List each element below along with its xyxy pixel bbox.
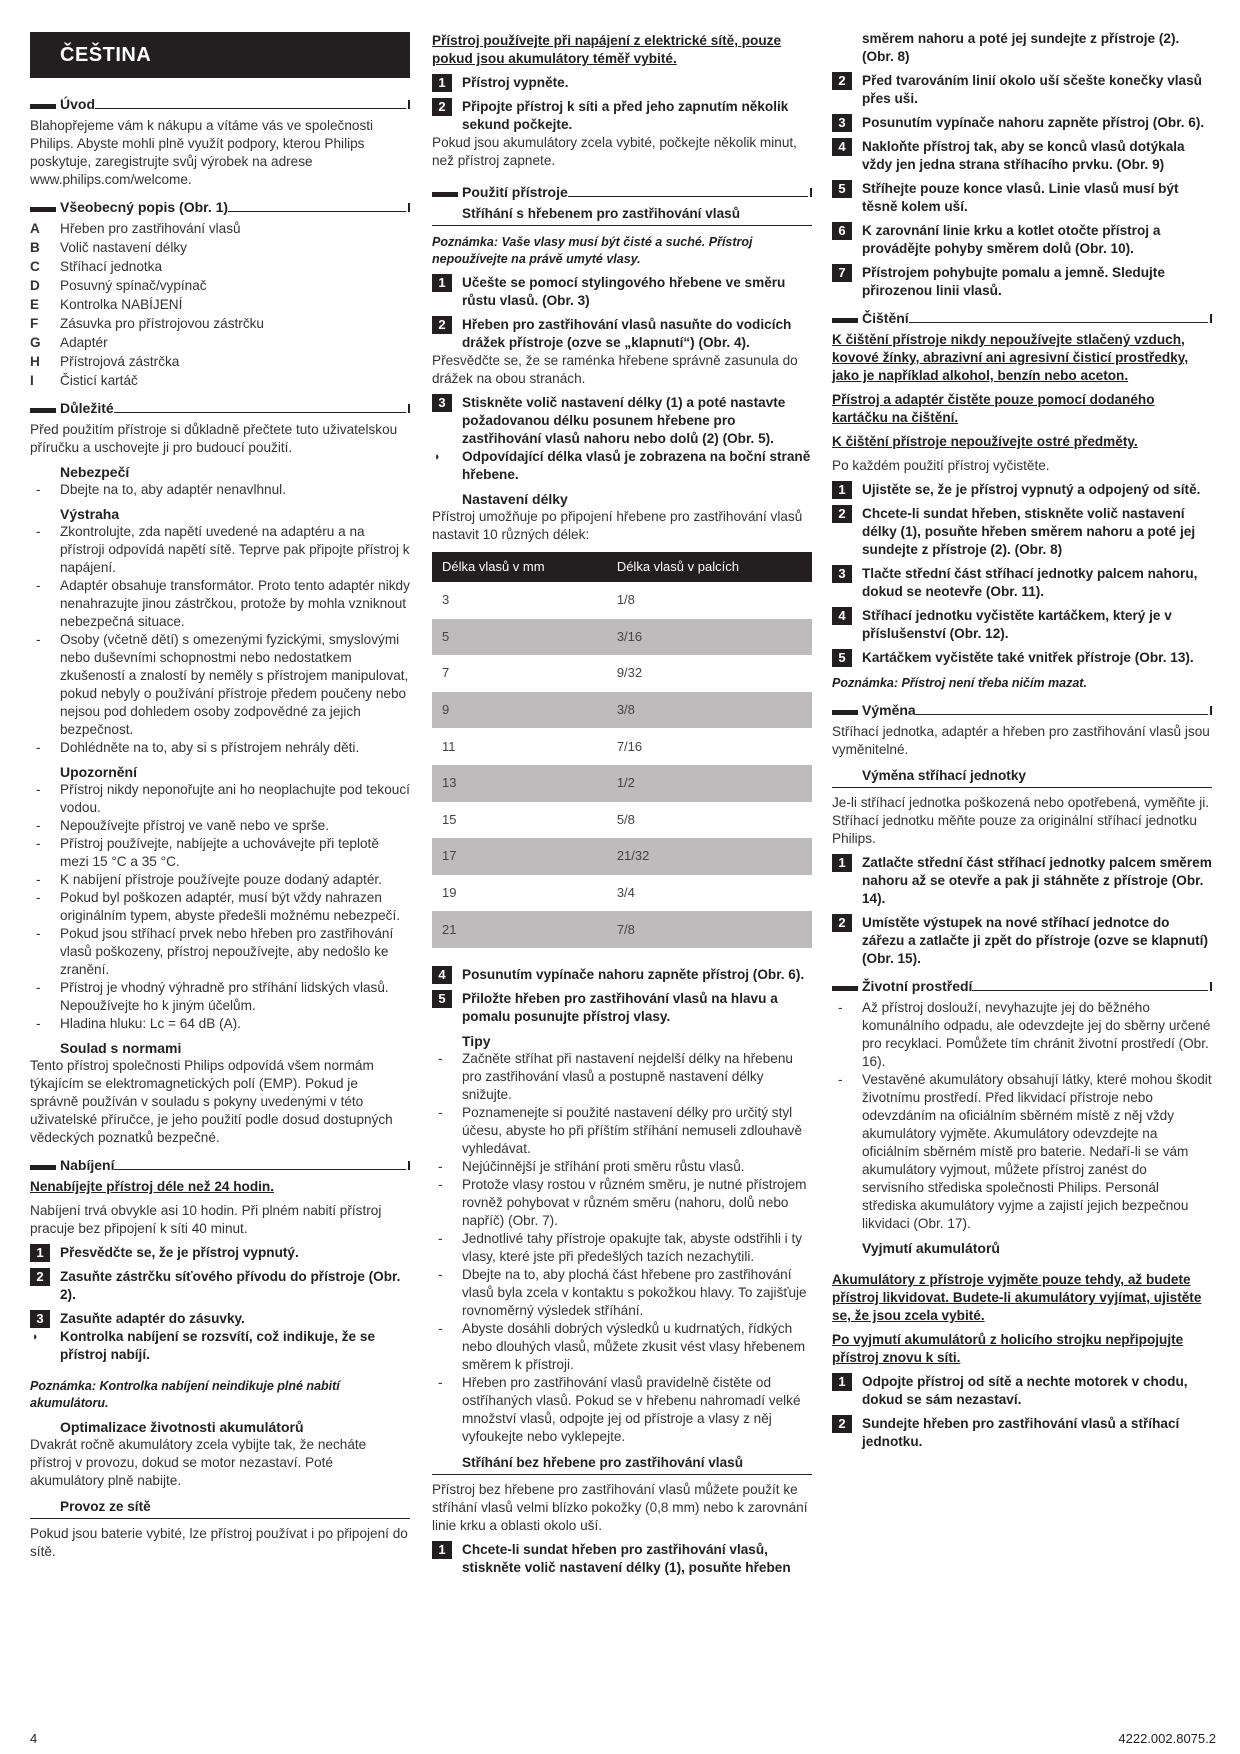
list-item: - Pokud jsou stříhací prvek nebo hřeben pro zastřihování vlasů poškozeny, přístroj nepoužívejte, aby nedošlo ke zranění.	[30, 925, 410, 979]
step: 1 Učešte se pomocí stylingového hřebene ve směru růstu vlasů. (Obr. 3)	[432, 274, 812, 310]
length-table	[432, 552, 812, 948]
cleaning-warning: Přístroj a adaptér čistěte pouze pomocí dodaného kartáčku na čištění.	[832, 392, 1155, 425]
table-row: 11 7/16	[442, 738, 643, 754]
step: 5 Přiložte hřeben pro zastřihování vlasů na hlavu a pomalu posunujte přístroj vlasy.	[432, 990, 812, 1026]
list-item: - Nejúčinnější je stříhání proti směru růstu vlasů.	[432, 1158, 812, 1176]
mains-text: Pokud jsou akumulátory zcela vybité, počkejte několik minut, než přístroj zapnete.	[432, 135, 797, 168]
cleaning-note: Poznámka: Přístroj není třeba ničím mazat.	[832, 676, 1087, 690]
comb-text: Přesvědčte se, že se raménka hřebene správně zasunula do drážek na obou stranách.	[432, 353, 798, 386]
section-heading-intro: Úvod	[30, 96, 410, 112]
list-item: - Dbejte na to, aby plochá část hřebene pro zastřihování vlasů byla zcela v kontaktu s pokožkou hlavy. To zajišťuje rovnoměrný výsledek stříhání.	[432, 1266, 812, 1320]
battery-warning: Akumulátory z přístroje vyjměte pouze tehdy, až budete přístroj likvidovat. Budete-li akumulátory vyjímat, ujistěte se, že jsou zcela vybité.	[832, 1272, 1202, 1323]
compliance-text: Tento přístroj společnosti Philips odpovídá všem normám týkajícím se elektromagnetických polí (EMP). Pokud je správně používán v souladu s pokyny uvedenými v této uživatelské příručce, je jeho použití podle dosud dostupných vědeckých poznatků bezpečné.	[30, 1058, 393, 1145]
list-item: - Nepoužívejte přístroj ve vaně nebo ve sprše.	[30, 817, 410, 835]
step: 4 Posunutím vypínače nahoru zapněte přístroj (Obr. 6).	[432, 966, 812, 984]
table-row: 13 1/2	[432, 765, 812, 802]
warning-heading: Výstraha	[60, 506, 120, 522]
column-2	[432, 32, 812, 1577]
list-item: - Přístroj používejte, nabíjejte a uchovávejte při teplotě mezi 15 °C a 35 °C.	[30, 835, 410, 871]
mains-heading: Provoz ze sítě	[30, 1498, 410, 1519]
step: 2 Připojte přístroj k síti a před jeho zapnutím několik sekund počkejte.	[432, 98, 812, 134]
column-header-inches: Délka vlasů v palcích	[607, 552, 812, 582]
cleaning-text: Po každém použití přístroj vyčistěte.	[832, 458, 1050, 473]
comb-subheading: Stříhání s hřebenem pro zastřihování vlasů	[432, 205, 812, 226]
step: 3 Tlačte střední část stříhací jednotky palcem nahoru, dokud se neotevře (Obr. 11).	[832, 565, 1212, 601]
replacement-text: Je-li stříhací jednotka poškozená nebo opotřebená, vyměňte ji. Stříhací jednotku měňte pouze za originální stříhací jednotku Philips.	[832, 795, 1210, 846]
charging-note: Poznámka: Kontrolka nabíjení neindikuje plné nabití akumulátoru.	[30, 1379, 340, 1410]
list-item: - Osoby (včetně dětí) s omezenými fyzickými, smyslovými nebo duševními schopnostmi nebo nedostatkem zkušeností a znalostí by neměly s přístrojem manipulovat, pokud nebyly o používání přístroje předem poučeny nebo nejsou pod dohledem osoby zodpovědné za jejich bezpečnost.	[30, 631, 410, 739]
list-item: - Pokud byl poškozen adaptér, musí být vždy nahrazen originálním typem, abyste předešli možnému nebezpečí.	[30, 889, 410, 925]
battery-heading: Vyjmutí akumulátorů	[862, 1240, 1000, 1256]
table-row: 5 3/16	[432, 619, 812, 656]
list-item: - Začněte stříhat při nastavení nejdelší délky na hřebenu pro zastřihování vlasů a postupně nastavení délky snižujte.	[432, 1050, 812, 1104]
step: 2 Před tvarováním linií okolo uší sčešte konečky vlasů přes uši.	[832, 72, 1212, 108]
table-row: 9 3/8	[432, 692, 812, 729]
no-comb-text: Přístroj bez hřebene pro zastřihování vlasů můžete použít ke stříhání vlasů velmi blízko pokožky (0,8 mm) nebo k zarovnání linie krku a oblasti okolo uší.	[432, 1481, 808, 1533]
tips-heading: Tipy	[462, 1032, 491, 1049]
hair-note: Poznámka: Vaše vlasy musí být čisté a suché. Přístroj nepoužívejte na právě umyté vlasy.	[432, 235, 753, 266]
section-heading-general: Všeobecný popis (Obr. 1)	[30, 199, 410, 215]
page-number: 4	[30, 1731, 38, 1746]
step: 2 Chcete-li sundat hřeben, stiskněte volič nastavení délky (1), posuňte hřeben směrem nahoru a poté jej sundejte z přístroje (2). (Obr. 8)	[832, 505, 1212, 559]
step: 2 Sundejte hřeben pro zastřihování vlasů a stříhací jednotku.	[832, 1415, 1212, 1451]
cleaning-warning: K čištění přístroje nepoužívejte ostré předměty.	[832, 434, 1138, 449]
step: 4 Nakloňte přístroj tak, aby se konců vlasů dotýkala vždy jen jedna strana stříhacího prvku. (Obr. 9)	[832, 138, 1212, 174]
step-result: ◗ Odpovídající délka vlasů je zobrazena na boční straně hřebene.	[434, 449, 811, 482]
step: 3 Stiskněte volič nastavení délky (1) a poté nastavte požadovanou délku posunem hřebene pro zastřihování vlasů nahoru nebo dolů (2) (Obr. 5).	[432, 394, 812, 448]
intro-text: Blahopřejeme vám k nákupu a vítáme vás ve společnosti Philips. Abyste mohli plně využít podpory, kterou Philips poskytuje, zaregistrujte svůj výrobek na adrese www.philips.com/welcome.	[30, 118, 374, 187]
cleaning-warning: K čištění přístroje nikdy nepoužívejte stlačený vzduch, kovové žínky, abrazivní ani agresivní čisticí prostředky, jako je například alkohol, benzín nebo aceton.	[832, 332, 1189, 383]
mains-text: Pokud jsou baterie vybité, lze přístroj používat i po připojení do sítě.	[30, 1526, 408, 1559]
optimize-text: Dvakrát ročně akumulátory zcela vybijte tak, že necháte přístroj v provozu, dokud se motor nezastaví. Poté akumulátory plně nabijte.	[30, 1437, 367, 1488]
step: 1 Přístroj vypněte.	[432, 74, 812, 92]
section-heading-environment: Životní prostředí	[832, 978, 1212, 994]
list-item: - Hřeben pro zastřihování vlasů pravidelně čistěte od ostříhaných vlasů. Pokud se v hřebenu nahromadí velké množství vlasů, odpojte jej od přístroje a vlasy z něj vyfoukejte nebo vyklepejte.	[432, 1374, 812, 1446]
step: 1 Odpojte přístroj od sítě a nechte motorek v chodu, dokud se sám nezastaví.	[832, 1373, 1212, 1409]
table-row: 21 7/8	[432, 911, 812, 948]
charging-text: Nabíjení trvá obvykle asi 10 hodin. Při plném nabití přístroj pracuje bez připojení k síti 40 minut.	[30, 1203, 382, 1236]
section-heading-use: Použití přístroje	[432, 184, 812, 200]
step: 1 Chcete-li sundat hřeben pro zastřihování vlasů, stiskněte volič nastavení délky (1), posuňte hřeben	[432, 1541, 812, 1577]
charging-warning: Nenabíjejte přístroj déle než 24 hodin.	[30, 1179, 274, 1194]
section-heading-important: Důležité	[30, 400, 410, 416]
list-item: - Hladina hluku: Lc = 64 dB (A).	[30, 1015, 410, 1033]
mains-warning: Přístroj používejte při napájení z elektrické sítě, pouze pokud jsou akumulátory téměř vybité.	[432, 33, 782, 66]
important-text: Před použitím přístroje si důkladně přečtete tuto uživatelskou příručku a uschovejte ji pro budoucí použití.	[30, 422, 398, 455]
table-row: 17 21/32	[432, 838, 812, 875]
table-row: 7 9/32	[442, 665, 643, 681]
step: 7 Přístrojem pohybujte pomalu a jemně. Sledujte přirozenou linii vlasů.	[832, 264, 1212, 300]
table-row: 15 5/8	[442, 811, 635, 827]
document-code: 4222.002.8075.2	[1118, 1731, 1216, 1746]
parts-list: A Hřeben pro zastřihování vlasů B Volič nastavení délky C Stříhací jednotka D Posuvný spínač/vypínač E Kontrolka NABÍJENÍ F Zásuvka pro přístrojovou zástrčku G Adaptér H Přístrojová zástrčka I Čisticí kartáč	[30, 221, 264, 388]
step: 4 Stříhací jednotku vyčistěte kartáčkem, který je v příslušenství (Obr. 12).	[832, 607, 1212, 643]
list-item: - Abyste dosáhli dobrých výsledků u kudrnatých, řídkých nebo dlouhých vlasů, můžete zkusit vést vlasy hřebenem směrem k přístroji.	[432, 1320, 812, 1374]
list-item: - Protože vlasy rostou v různém směru, je nutné přístrojem rovněž pohybovat v různém směru (nahoru, dolů nebo napříč) (Obr. 7).	[432, 1176, 812, 1230]
table-row: 19 3/4	[442, 885, 635, 901]
section-heading-charging: Nabíjení	[30, 1157, 410, 1173]
list-item: - Vestavěné akumulátory obsahují látky, které mohou škodit životnímu prostředí. Před likvidací přístroje nebo odevzdáním na oficiálním sběrném místě z něj vždy akumulátory vyjměte. Akumulátory odevzdejte na oficiálním sběrném místě pro baterie. Nedaří-li se vám akumulátory vyjmout, můžete přístroj zanést do servisního střediska společnosti Philips. Personál střediska akumulátory vyjme a zajistí jejich bezpečnou likvidaci (Obr. 17).	[832, 1071, 1212, 1233]
list-item: - Přístroj nikdy neponořujte ani ho neoplachujte pod tekoucí vodou.	[30, 781, 410, 817]
step: 1 Ujistěte se, že je přístroj vypnutý a odpojený od sítě.	[832, 481, 1212, 499]
column-1	[30, 32, 410, 1561]
step-result: ◗ Kontrolka nabíjení se rozsvítí, což indikuje, že se přístroj nabíjí.	[32, 1329, 376, 1362]
list-item: - Až přístroj doslouží, nevyhazujte jej do běžného komunálního odpadu, ale odevzdejte jej do sběrny určené pro recyklaci. Pomůžete tím chránit životní prostředí (Obr. 16).	[832, 999, 1212, 1071]
list-item: - Adaptér obsahuje transformátor. Proto tento adaptér nikdy nenahrazujte jinou zástrčkou, protože by mohla vzniknout nebezpečná situace.	[30, 577, 410, 631]
list-item: - Zkontrolujte, zda napětí uvedené na adaptéru a na přístroji odpovídá napětí sítě. Teprve pak připojte přístroj k napájení.	[30, 523, 410, 577]
compliance-heading: Soulad s normami	[60, 1040, 182, 1056]
length-text: Přístroj umožňuje po připojení hřebene pro zastřihování vlasů nastavit 10 různých délek:	[432, 509, 803, 542]
step: 3 Zasuňte adaptér do zásuvky.	[30, 1310, 410, 1328]
replacement-text: Stříhací jednotka, adaptér a hřeben pro zastřihování vlasů jsou vyměnitelné.	[832, 724, 1210, 757]
language-banner: ČEŠTINA	[30, 32, 410, 78]
table-row: 3 1/8	[442, 592, 635, 608]
length-heading: Nastavení délky	[462, 491, 568, 507]
step-continued: směrem nahoru a poté jej sundejte z přístroje (2). (Obr. 8)	[862, 31, 1180, 64]
step: 1 Přesvědčte se, že je přístroj vypnutý.	[30, 1244, 410, 1262]
no-comb-subheading: Stříhání bez hřebene pro zastřihování vlasů	[432, 1454, 812, 1475]
list-item: - Poznamenejte si použité nastavení délky pro určitý styl účesu, abyste ho při příštím stříhání nemuseli zdlouhavě vyhledávat.	[432, 1104, 812, 1158]
step: 1 Zatlačte střední část stříhací jednotky palcem směrem nahoru až se otevře a pak ji stáhněte z přístroje (Obr. 14).	[832, 854, 1212, 908]
optimize-heading: Optimalizace životnosti akumulátorů	[60, 1419, 304, 1435]
section-heading-cleaning: Čištění	[832, 310, 1212, 326]
replacement-subheading: Výměna stříhací jednotky	[832, 767, 1212, 788]
list-item: - Přístroj je vhodný výhradně pro stříhání lidských vlasů. Nepoužívejte ho k jiným účelům.	[30, 979, 410, 1015]
step: 6 K zarovnání linie krku a kotlet otočte přístroj a provádějte pohyby směrem dolů (Obr. 10).	[832, 222, 1212, 258]
list-item: - Jednotlivé tahy přístroje opakujte tak, abyste odstřihli i ty vlasy, které jste při předešlých tazích nezachytili.	[432, 1230, 812, 1266]
battery-warning: Po vyjmutí akumulátorů z holicího strojku nepřipojujte přístroj znovu k síti.	[832, 1332, 1184, 1365]
column-3	[832, 30, 1212, 1451]
step: 2 Hřeben pro zastřihování vlasů nasuňte do vodicích drážek přístroje (ozve se „klapnutí“) (Obr. 4).	[432, 316, 812, 352]
list-item: - Dbejte na to, aby adaptér nenavlhnul.	[30, 481, 410, 499]
step: 2 Zasuňte zástrčku síťového přívodu do přístroje (Obr. 2).	[30, 1268, 410, 1304]
step: 2 Umístěte výstupek na nové stříhací jednotce do zářezu a zatlačte ji zpět do přístroje (ozve se klapnutí) (Obr. 15).	[832, 914, 1212, 968]
danger-heading: Nebezpečí	[60, 464, 130, 480]
step: 5 Kartáčkem vyčistěte také vnitřek přístroje (Obr. 13).	[832, 649, 1212, 667]
list-item: - Dohlédněte na to, aby si s přístrojem nehrály děti.	[30, 739, 410, 757]
step: 3 Posunutím vypínače nahoru zapněte přístroj (Obr. 6).	[832, 114, 1212, 132]
caution-heading: Upozornění	[60, 764, 137, 780]
column-header-mm: Délka vlasů v mm	[432, 552, 607, 582]
list-item: - K nabíjení přístroje používejte pouze dodaný adaptér.	[30, 871, 410, 889]
section-heading-replacement: Výměna	[832, 702, 1212, 718]
step: 5 Stříhejte pouze konce vlasů. Linie vlasů musí být těsně kolem uší.	[832, 180, 1212, 216]
